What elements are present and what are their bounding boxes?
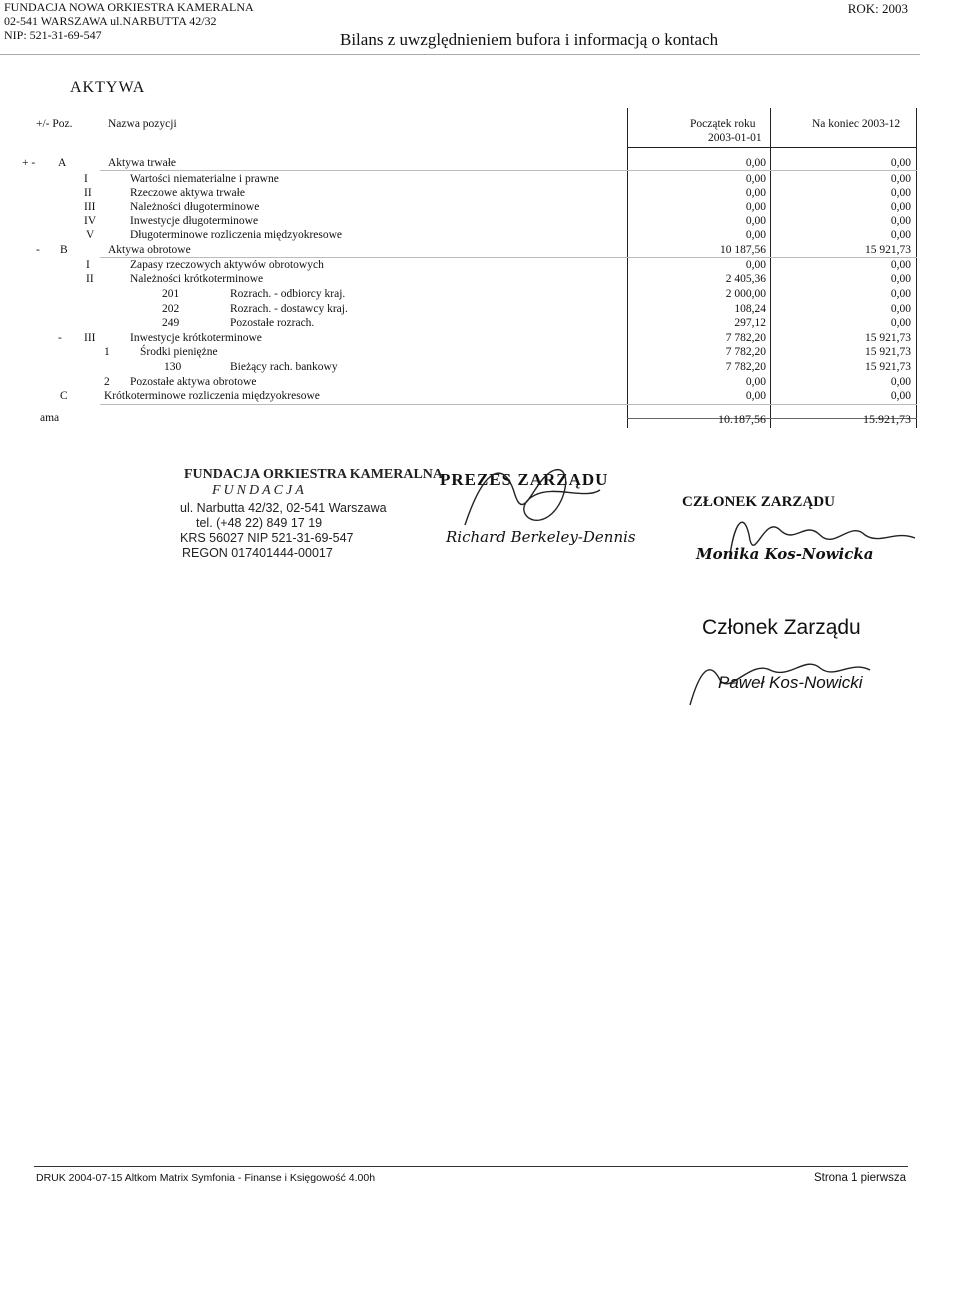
- row-end-value: 0,00: [890, 303, 911, 315]
- col-header-end: Na koniec 2003-12: [812, 118, 901, 130]
- czlonek1-name: Monika Kos-Nowicka: [696, 545, 874, 563]
- prezes-title: PREZES ZARZĄDU: [440, 470, 609, 489]
- row-code: IV: [84, 215, 97, 227]
- row-end-value: 0,00: [890, 173, 911, 185]
- col-header-name: Nazwa pozycji: [108, 118, 177, 130]
- row-code: 130: [164, 361, 182, 373]
- row-end-value: 0,00: [890, 273, 911, 285]
- row-end-value: 0,00: [890, 201, 911, 213]
- footer-print-info: DRUK 2004-07-15 Altkom Matrix Symfonia - Finanse i Księgowość 4.00h: [36, 1172, 376, 1184]
- row-code: B: [60, 244, 68, 256]
- row-code: I: [84, 173, 88, 185]
- stamp-line-2: FUNDACJA: [212, 483, 307, 498]
- row-start-value: 0,00: [745, 229, 766, 241]
- row-sign: + -: [22, 157, 36, 169]
- org-nip: NIP: 521-31-69-547: [4, 28, 102, 42]
- total-end: 15.921,73: [863, 412, 911, 426]
- row-name: Należności długoterminowe: [130, 201, 260, 213]
- row-end-value: 0,00: [890, 187, 911, 199]
- row-name: Aktywa obrotowe: [108, 244, 191, 256]
- row-end-value: 15 921,73: [865, 244, 911, 256]
- row-code: II: [86, 273, 94, 285]
- row-start-value: 297,12: [734, 317, 766, 329]
- row-name: Pozostałe rozrach.: [230, 317, 315, 329]
- row-end-value: 0,00: [890, 376, 911, 388]
- row-start-value: 108,24: [734, 303, 766, 315]
- czlonek1-title: CZŁONEK ZARZĄDU: [682, 494, 835, 510]
- row-code: 202: [162, 303, 180, 315]
- row-code: C: [60, 390, 68, 402]
- total-start: 10.187,56: [718, 412, 766, 426]
- row-start-value: 0,00: [745, 187, 766, 199]
- row-name: Inwestycje krótkoterminowe: [130, 332, 262, 344]
- row-name: Bieżący rach. bankowy: [230, 361, 338, 373]
- czlonek2-name: Paweł Kos-Nowicki: [718, 673, 863, 692]
- row-name: Rozrach. - odbiorcy kraj.: [230, 288, 346, 300]
- row-end-value: 15 921,73: [865, 361, 911, 373]
- stamp-line-1: FUNDACJA ORKIESTRA KAMERALNA: [184, 467, 444, 482]
- row-name: Rozrach. - dostawcy kraj.: [230, 303, 348, 315]
- row-start-value: 0,00: [745, 215, 766, 227]
- report-title: Bilans z uwzględnieniem bufora i informacją o kontach: [340, 30, 719, 49]
- row-end-value: 0,00: [890, 157, 911, 169]
- row-name: Aktywa trwałe: [108, 157, 177, 169]
- row-end-value: 0,00: [890, 317, 911, 329]
- row-sign: -: [58, 332, 62, 344]
- row-name: Długoterminowe rozliczenia międzyokresowe: [130, 229, 343, 241]
- stamp-krs-nip: KRS 56027 NIP 521-31-69-547: [180, 531, 354, 545]
- org-name: FUNDACJA NOWA ORKIESTRA KAMERALNA: [4, 0, 254, 14]
- row-code: III: [84, 332, 96, 344]
- row-code: A: [58, 157, 67, 169]
- footer-rule: [34, 1166, 908, 1167]
- row-start-value: 0,00: [745, 376, 766, 388]
- row-code: 1: [104, 346, 110, 358]
- row-start-value: 0,00: [745, 390, 766, 402]
- stamp-phone: tel. (+48 22) 849 17 19: [196, 516, 323, 530]
- row-separator: [100, 404, 917, 405]
- section-title: AKTYWA: [70, 79, 146, 96]
- row-start-value: 2 000,00: [725, 288, 766, 300]
- footer-page: Strona 1 pierwsza: [813, 1172, 906, 1184]
- stamp-address: ul. Narbutta 42/32, 02-541 Warszawa: [180, 501, 387, 515]
- row-name: Środki pieniężne: [140, 346, 218, 358]
- row-start-value: 7 782,20: [725, 346, 766, 358]
- row-name: Zapasy rzeczowych aktywów obrotowych: [130, 259, 324, 271]
- row-separator: [100, 170, 917, 171]
- report-year: ROK: 2003: [847, 1, 908, 16]
- col-header-start: Początek roku: [690, 118, 756, 130]
- row-sign: -: [36, 244, 40, 256]
- row-code: V: [86, 229, 95, 241]
- col-header-start-date: 2003-01-01: [708, 132, 762, 144]
- stamp-regon: REGON 017401444-00017: [182, 546, 333, 560]
- header-underline: [627, 147, 917, 148]
- row-name: Wartości niematerialne i prawne: [130, 173, 279, 185]
- row-separator: [100, 257, 917, 258]
- total-label: ama: [40, 412, 60, 424]
- row-name: Należności krótkoterminowe: [130, 273, 264, 285]
- row-start-value: 10 187,56: [720, 244, 766, 256]
- row-code: 2: [104, 376, 110, 388]
- row-start-value: 0,00: [745, 259, 766, 271]
- row-code: II: [84, 187, 92, 199]
- row-code: 201: [162, 288, 180, 300]
- row-start-value: 7 782,20: [725, 332, 766, 344]
- row-name: Pozostałe aktywa obrotowe: [130, 376, 257, 388]
- row-code: III: [84, 201, 96, 213]
- row-code: 249: [162, 317, 180, 329]
- row-end-value: 0,00: [890, 390, 911, 402]
- row-code: I: [86, 259, 90, 271]
- org-address: 02-541 WARSZAWA ul.NARBUTTA 42/32: [4, 14, 217, 28]
- col-header-poz: +/- Poz.: [36, 118, 73, 130]
- row-end-value: 15 921,73: [865, 332, 911, 344]
- prezes-name: Richard Berkeley-Dennis: [446, 528, 636, 546]
- row-name: Inwestycje długoterminowe: [130, 215, 259, 227]
- row-end-value: 0,00: [890, 215, 911, 227]
- czlonek2-title: Członek Zarządu: [702, 616, 861, 639]
- row-end-value: 15 921,73: [865, 346, 911, 358]
- row-start-value: 2 405,36: [725, 273, 766, 285]
- row-end-value: 0,00: [890, 259, 911, 271]
- row-start-value: 7 782,20: [725, 361, 766, 373]
- row-start-value: 0,00: [745, 157, 766, 169]
- row-start-value: 0,00: [745, 201, 766, 213]
- row-name: Rzeczowe aktywa trwałe: [130, 187, 245, 199]
- row-start-value: 0,00: [745, 173, 766, 185]
- header-divider: [0, 54, 920, 55]
- row-end-value: 0,00: [890, 229, 911, 241]
- row-name: Krótkoterminowe rozliczenia międzyokresowe: [104, 390, 320, 402]
- row-end-value: 0,00: [890, 288, 911, 300]
